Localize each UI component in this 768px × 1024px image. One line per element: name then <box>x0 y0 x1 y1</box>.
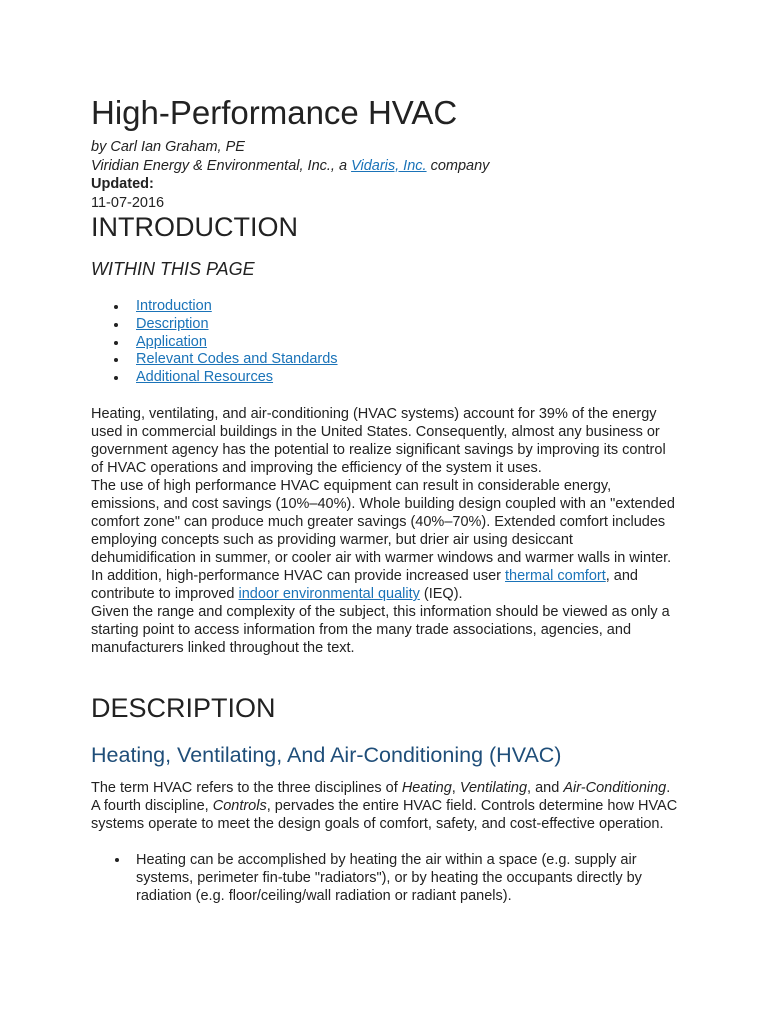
author-line <box>91 138 681 157</box>
intro-paragraph-2 <box>91 477 681 603</box>
updated-label: Updated: <box>91 176 154 192</box>
bullet-icon <box>114 376 118 380</box>
hvac-definition <box>91 779 681 833</box>
intro-paragraph-3: Given the range and complexity of the subject, this information should be viewed as only a starting point to access information from the many trade associations, agencies, and manufacturers linked throughout the text. <box>91 604 670 656</box>
intro-paragraph-2-end: (IEQ). <box>419 586 463 602</box>
hvac-text-4: . A fourth discipline, <box>91 780 671 814</box>
updated-date: 11-07-2016 <box>91 194 165 211</box>
toc-item-additional-resources <box>91 369 338 387</box>
hvac-text-3: , and <box>527 780 564 796</box>
byline <box>91 138 681 212</box>
organization-prefix: Viridian Energy & Environmental, Inc., a <box>91 157 352 174</box>
intro-paragraph-2-mid: , and contribute to improved <box>91 568 638 602</box>
toc-link-application[interactable]: Application <box>136 333 207 350</box>
author-name: by Carl Ian Graham, PE <box>91 139 245 155</box>
hvac-bullet-list <box>91 851 681 905</box>
toc-link-description[interactable]: Description <box>136 315 209 332</box>
indoor-environmental-quality-link[interactable]: indoor environmental quality <box>238 586 420 602</box>
intro-paragraph-1: Heating, ventilating, and air-conditioning (HVAC systems) account for 39% of the energy used in commercial buildings in the United States. Consequently, almost any business or government agency has the potential to realize significant savings by improving its control of HVAC operations and improving the efficiency of the system it uses. <box>91 406 666 476</box>
toc-item-description <box>91 316 338 334</box>
introduction-text <box>91 405 681 657</box>
hvac-text-5: , pervades the entire HVAC field. Controls determine how HVAC systems operate to meet the design goals of comfort, safety, and cost-effective operation. <box>91 798 678 832</box>
thermal-comfort-link[interactable]: thermal comfort <box>505 568 606 584</box>
vidaris-link[interactable]: Vidaris, Inc. <box>351 157 427 174</box>
toc-link-additional-resources[interactable]: Additional Resources <box>136 369 274 386</box>
introduction-heading: INTRODUCTION <box>91 212 298 242</box>
table-of-contents <box>91 298 338 387</box>
updated-label-line <box>91 175 681 194</box>
air-conditioning-term: Air-Conditioning <box>563 780 667 796</box>
bullet-icon <box>114 305 118 309</box>
bullet-icon <box>114 341 118 345</box>
page-title: High-Performance HVAC <box>91 94 458 131</box>
controls-term: Controls <box>212 798 267 814</box>
bullet-icon <box>115 858 119 862</box>
toc-item-codes-standards <box>91 351 338 369</box>
ventilating-term: Ventilating <box>459 780 528 796</box>
toc-link-introduction[interactable]: Introduction <box>136 298 212 314</box>
within-this-page-heading: WITHIN THIS PAGE <box>91 259 255 279</box>
organization-suffix: company <box>426 157 490 174</box>
toc-item-introduction <box>91 298 338 316</box>
description-heading: DESCRIPTION <box>91 693 276 723</box>
toc-item-application <box>91 334 338 352</box>
hvac-subheading: Heating, Ventilating, And Air-Conditioning (HVAC) <box>91 743 562 767</box>
organization-line <box>91 157 681 176</box>
toc-link-codes-standards[interactable]: Relevant Codes and Standards <box>136 351 338 368</box>
hvac-paragraph <box>91 779 681 833</box>
hvac-text-1: The term HVAC refers to the three disciplines of <box>91 780 402 796</box>
heating-bullet-text: Heating can be accomplished by heating the air within a space (e.g. supply air systems, perimeter fin-tube "radiators"), or by heating the occupants directly by radiation (e.g. floor/ceiling/wall radiation or radiant panels). <box>136 852 642 904</box>
heating-term: Heating <box>401 780 452 796</box>
intro-paragraph-2-text: The use of high performance HVAC equipment can result in considerable energy, emissions, and cost savings (10%–40%). Whole building design coupled with an "extended comfort zone" can produce much greater savings (40%–70%). Extended comfort includes employing concepts such as providing warmer, but drier air using desiccant dehumidification in summer, or cooler air with warmer windows and warmer walls in winter. In addition, high-performance HVAC can provide increased user <box>91 478 675 584</box>
hvac-text-2: , <box>451 780 460 796</box>
list-item <box>91 851 681 905</box>
bullet-icon <box>114 323 118 327</box>
bullet-icon <box>114 358 118 362</box>
